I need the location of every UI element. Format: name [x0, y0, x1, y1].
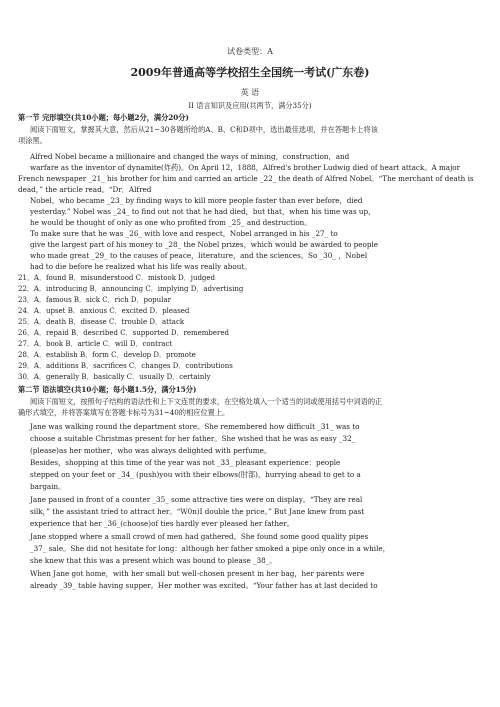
section1-instruction-cont: 项涂黑。 [18, 136, 47, 145]
section1-instruction: 阅读下面短文，掌握其大意，然后从21~30各题所给的A、B、C和D项中，选出最佳选项，并在答题卡上将该 [30, 125, 378, 134]
section1-heading: 第一节 完形填空(共10小题；每小题2分，满分20分) [18, 113, 189, 122]
passage2-line: choose a suitable Christmas present for her father。She wished that he was as easy _32_ [30, 434, 356, 443]
passage2-line: Jane stopped where a small crowd of men had gathered。She found some good quality pipes [30, 532, 369, 541]
passage2-line: experience that her _36_(choose)of ties hardly ever pleased her father。 [30, 519, 294, 528]
part-heading: II 语言知识及应用(共两节，满分35分) [188, 101, 312, 110]
exam-title: 2009年普通高等学校招生全国统一考试(广东卷) [130, 66, 370, 79]
passage2-line: Besides，shopping at this time of the year was not _33_ pleasant experience：people [30, 458, 341, 467]
passage1-line: warfare as the inventor of dynamite(炸药)。On April 12，1888，Alfred's brother Ludwig died of heart attack。A major [30, 163, 461, 172]
passage1-line: French newspaper _21_ his brother for him and carried an article _22_ the death of Alfred Nobel。“The merchant of death is [18, 174, 474, 183]
passage1-line: who made great _29_ to the causes of peace，literature，and the sciences。So _30_ ，Nobel [30, 251, 368, 260]
passage2-line: bargain。 [30, 482, 66, 491]
option-row: 25．A．death B．disease C．trouble D．attack [18, 318, 185, 326]
passage2-line: (please)as her mother，who was always delighted with perfume。 [30, 446, 272, 455]
passage1-line: yesterday.” Nobel was _24_ to find out not that he had died，but that，when his time was up， [30, 207, 376, 216]
option-row: 26．A．repaid B．described C．supported D．remembered [18, 329, 229, 337]
paper-type: 试卷类型：A [227, 47, 273, 56]
passage2-line: she knew that this was a present which was bound to please _38_。 [30, 556, 277, 565]
option-row: 30．A．generally B．basically C．usually D．certainly [18, 373, 211, 381]
passage2-line: Jane was walking round the department store。She remembered how difficult _31_ was to [30, 422, 360, 431]
passage1-line: Nobel，who became _23_ by finding ways to kill more people faster than ever before，died [30, 196, 363, 205]
passage2-line: already _39_ table having supper。Her mother was excited。“Your father has at last decided to [30, 581, 378, 590]
passage2-line: _37_ sale。She did not hesitate for long：although her father smoked a pipe only once in a while， [30, 544, 390, 553]
passage2-line: stepped on your feet or _34_ (push)you with their elbows(肘部)，hurrying ahead to get to a [30, 470, 361, 479]
option-row: 22．A．introducing B．announcing C．implying D．advertising [18, 285, 244, 293]
passage2-line: silk，” the assistant tried to attract her。“W0n)I double the price。” But Jane knew from past [30, 507, 365, 516]
section2-heading: 第二节 语法填空(共10小题；每小题1.5分，满分15分) [18, 385, 197, 394]
passage2-line: Jane paused in front of a counter _35_ some attractive ties were on display。“They are real [30, 495, 363, 504]
section2-instruction: 阅读下面短文，按照句子结构的语法性和上下文连贯的要求，在空格处填入一个适当的词或使用括号中词语的正 [30, 397, 383, 406]
passage1-line: he would be thought of only as one who profited from _25_ and destruction。 [30, 218, 312, 227]
passage1-line: Alfred Nobel became a millionaire and changed the ways of mining，construction，and [30, 152, 350, 161]
passage1-line: give the largest part of his money to _28_ the Nobel prizes，which would be awarded to people [30, 240, 378, 249]
section2-instruction-cont: 确形式填空，并将答案填写在答题卡标号为31~40的相应位置上。 [18, 408, 230, 417]
option-row: 21．A．found B．misunderstood C．mistook D．judged [18, 274, 216, 282]
option-row: 24．A．upset B．anxious C．excited D．pleased [18, 307, 190, 315]
option-row: 28．A．establish B．form C．develop D．promote [18, 351, 196, 359]
subject-label: 英 语 [240, 88, 260, 97]
passage1-line: To make sure that he was _26_ with love and respect，Nobel arranged in his _27_ to [30, 229, 338, 238]
passage1-line: had to die before he realized what his life was really about。 [30, 262, 252, 271]
option-row: 27．A．book B．article C．will D．contract [18, 340, 173, 348]
option-row: 29．A．additions B．sacrifices C．changes D．contributions [18, 362, 233, 370]
option-row: 23．A．famous B．sick C．rich D．popular [18, 296, 171, 304]
passage1-line: dead，” the article read。“Dr．Alfred [18, 185, 152, 194]
passage2-line: When Jane got home，with her small but well-chosen present in her bag，her parents were [30, 569, 365, 578]
